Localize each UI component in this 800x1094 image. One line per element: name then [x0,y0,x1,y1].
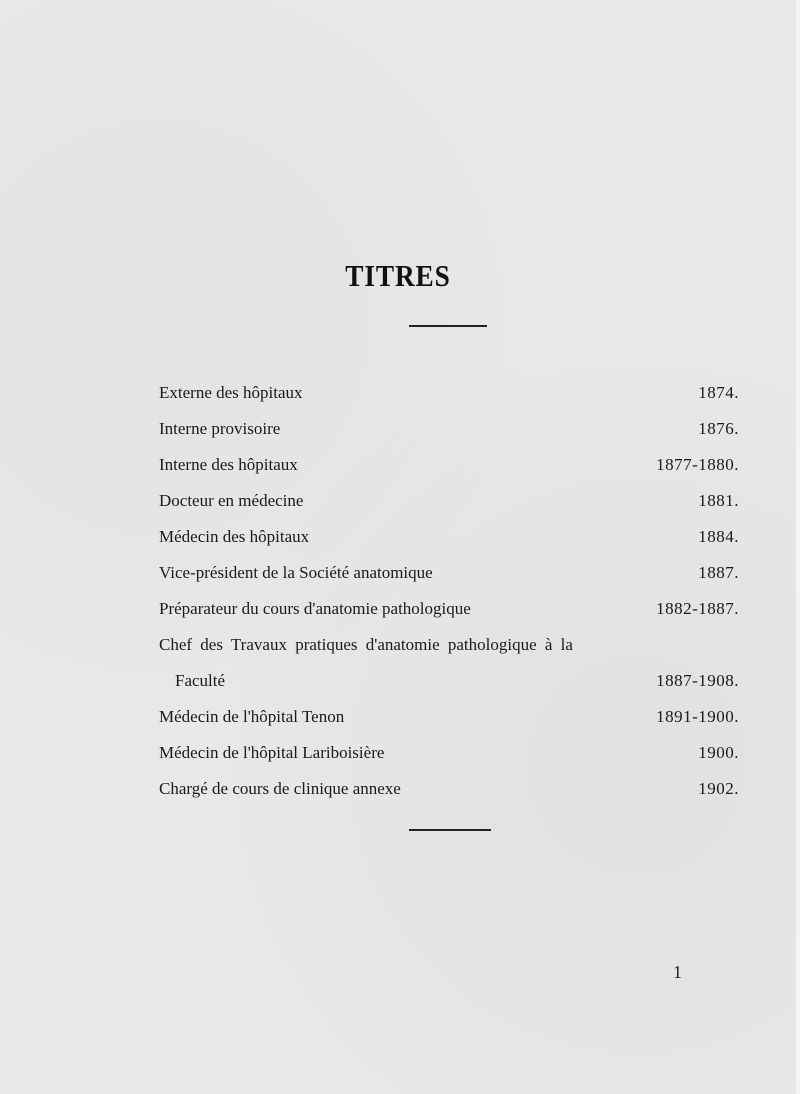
entry-label: Chargé de cours de clinique annexe [159,779,401,798]
entry-date: 1887. [698,563,739,582]
entry-date: 1887-1908. [656,671,739,690]
list-item [159,771,739,807]
entry-label: Médecin de l'hôpital Tenon [159,707,345,726]
page-title: TITRES [345,258,451,293]
entry-label: Vice-président de la Société anatomique [159,563,433,582]
closing-divider [409,829,491,831]
entry-label: Préparateur du cours d'anatomie pathologique [159,599,471,618]
list-item [159,519,739,555]
entry-label: Externe des hôpitaux [159,383,303,402]
titles-list [159,375,739,807]
title-divider [409,325,487,327]
list-item [159,555,739,591]
entry-label: Docteur en médecine [159,491,304,510]
list-item [159,591,739,627]
entry-date: 1900. [698,743,739,762]
entry-date: 1884. [698,527,739,546]
entry-label: Interne des hôpitaux [159,455,298,474]
list-item [159,447,739,483]
list-item [159,375,739,411]
list-item [159,699,739,735]
entry-date: 1882-1887. [656,599,739,618]
entry-date: 1881. [698,491,739,510]
entry-label: Médecin des hôpitaux [159,527,310,546]
entry-label: Chef des Travaux pratiques d'anatomie pathologique à la [159,635,573,654]
entry-date: 1902. [698,779,739,798]
entry-label: Médecin de l'hôpital Lariboisière [159,743,385,762]
list-item [159,411,739,447]
entry-label: Interne provisoire [159,419,281,438]
list-item [159,483,739,519]
list-item-continuation [159,663,739,699]
list-item [159,627,739,663]
list-item [159,735,739,771]
entry-label-continued: Faculté [175,671,226,690]
page-number: 1 [673,962,682,982]
entry-date: 1874. [698,383,739,402]
entry-date: 1891-1900. [656,707,739,726]
entry-date: 1877-1880. [656,455,739,474]
entry-date: 1876. [698,419,739,438]
